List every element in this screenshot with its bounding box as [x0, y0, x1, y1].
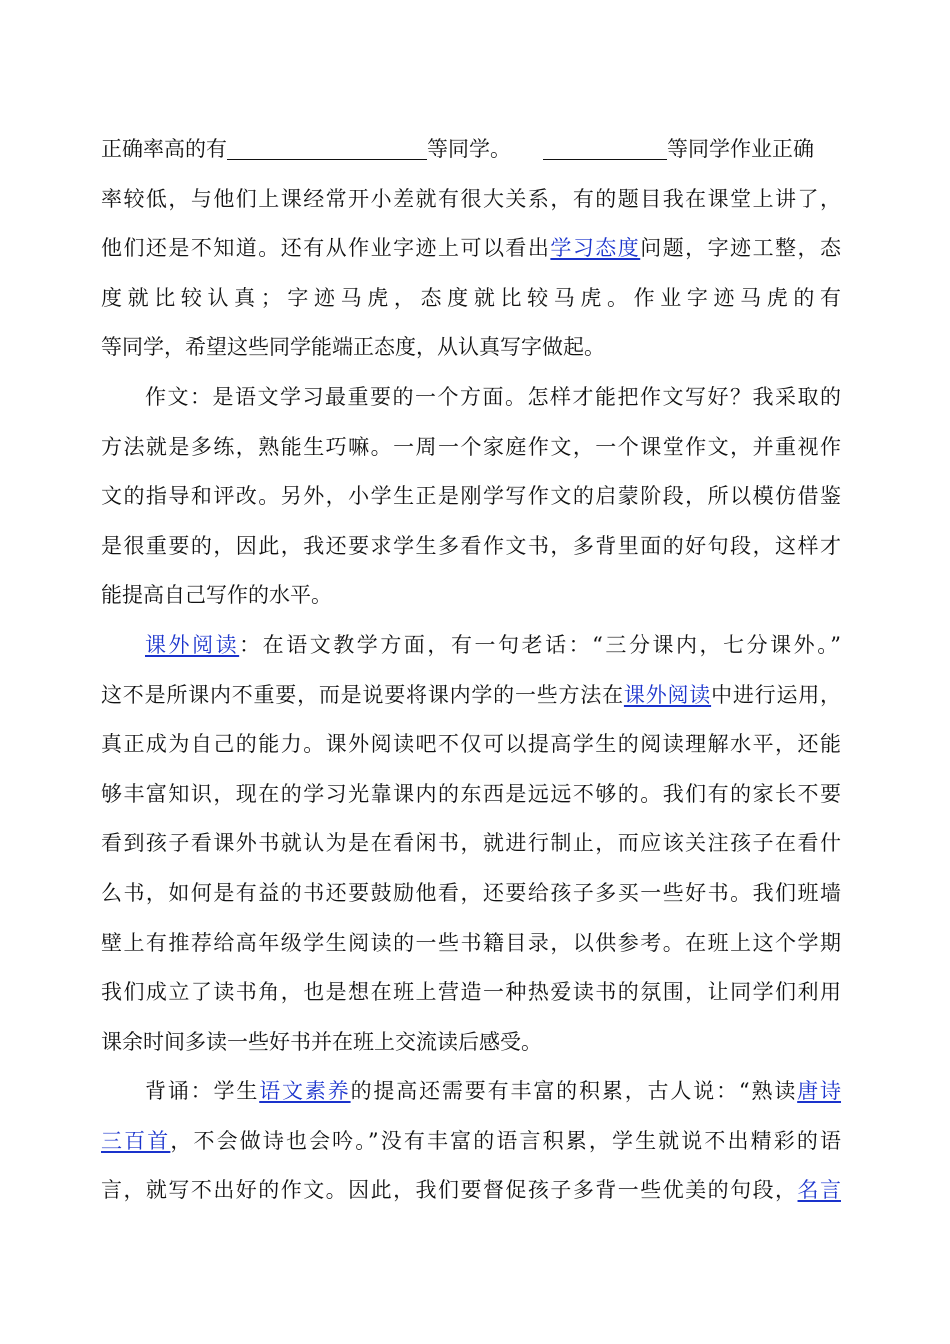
text-line: [101, 1067, 841, 1117]
text-line: 作文：是语文学习最重要的一个方面。怎样才能把作文写好？我采取的: [145, 384, 841, 409]
text-segment: ，不会做诗也会吟。”没有丰富的语言积累，学生就说不出精彩的语: [170, 1128, 842, 1153]
text-line: [101, 1117, 841, 1167]
text-segment: ：在语文教学方面，有一句老话：“三分课内，七分课外。”: [239, 632, 841, 657]
text-line: [101, 621, 841, 671]
link-extracurricular-reading-2[interactable]: 课外阅读: [623, 682, 712, 707]
text-segment: 这不是所课内不重要，而是说要将课内学的一些方法在: [101, 682, 624, 707]
fill-blank-students-high: [227, 137, 427, 160]
text-segment: 背诵：学生: [145, 1079, 260, 1104]
text-line: 方法就是多练，熟能生巧嘛。一周一个家庭作文，一个课堂作文，并重视作: [101, 434, 841, 459]
text-line: 够丰富知识，现在的学习光靠课内的东西是远远不够的。我们有的家长不要: [101, 781, 841, 806]
fill-blank-students-low: [543, 137, 667, 160]
link-tang-poems-cont[interactable]: 三百首: [101, 1128, 171, 1153]
text-line: 壁上有推荐给高年级学生阅读的一些书籍目录，以供参考。在班上这个学期: [101, 930, 841, 955]
text-line: [101, 671, 841, 721]
text-segment: 中进行运用，: [711, 682, 842, 707]
text-line: 我们成立了读书角，也是想在班上营造一种热爱读书的氛围，让同学们利用: [101, 980, 841, 1005]
link-extracurricular-reading[interactable]: 课外阅读: [145, 632, 240, 657]
text-line: 度就比较认真；字迹马虎，态度就比较马虎。作业字迹马虎的有: [101, 285, 841, 310]
text-line: 真正成为自己的能力。课外阅读吧不仅可以提高学生的阅读理解水平，还能: [101, 732, 841, 757]
text-line: 能提高自己写作的水平。: [101, 583, 332, 608]
text-line: 课余时间多读一些好书并在班上交流读后感受。: [101, 1029, 542, 1054]
text-segment: 问题，字迹工整，态: [640, 236, 841, 261]
text-line: 等同学，希望这些同学能端正态度，从认真写字做起。: [101, 335, 605, 360]
paragraph-extracurricular-reading: [101, 621, 841, 1067]
text-segment: 的提高还需要有丰富的积累，古人说：“熟读: [350, 1079, 798, 1104]
text-segment: 正确率高的有: [101, 137, 227, 161]
text-segment: 言，就写不出好的作文。因此，我们要督促孩子多背一些优美的句段，: [101, 1178, 798, 1203]
paragraph-homework: [101, 125, 841, 373]
text-line: [101, 224, 841, 274]
text-line: [101, 1166, 841, 1216]
link-chinese-literacy[interactable]: 语文素养: [259, 1079, 351, 1104]
text-line: 看到孩子看课外书就认为是在看闲书，就进行制止，而应该关注孩子在看什: [101, 831, 841, 856]
link-famous-quotes[interactable]: 名言: [797, 1178, 841, 1203]
link-learning-attitude[interactable]: 学习态度: [550, 236, 641, 261]
paragraph-composition: [101, 373, 841, 621]
text-line: 是很重要的，因此，我还要求学生多看作文书，多背里面的好句段，这样才: [101, 533, 841, 558]
text-segment: 等同学。: [427, 137, 511, 161]
text-line: 文的指导和评改。另外，小学生正是刚学写作文的启蒙阶段，所以模仿借鉴: [101, 484, 841, 509]
text-segment: 等同学作业正确: [667, 137, 814, 161]
paragraph-recitation: [101, 1067, 841, 1216]
text-line: [101, 125, 841, 175]
text-line: 么书，如何是有益的书还要鼓励他看，还要给孩子多买一些好书。我们班墙: [101, 880, 841, 905]
text-line: 率较低，与他们上课经常开小差就有很大关系，有的题目我在课堂上讲了，: [101, 186, 841, 211]
text-segment: 他们还是不知道。还有从作业字迹上可以看出: [101, 236, 551, 261]
link-tang-poems[interactable]: 唐诗: [797, 1079, 842, 1104]
document-body: [101, 125, 841, 1216]
